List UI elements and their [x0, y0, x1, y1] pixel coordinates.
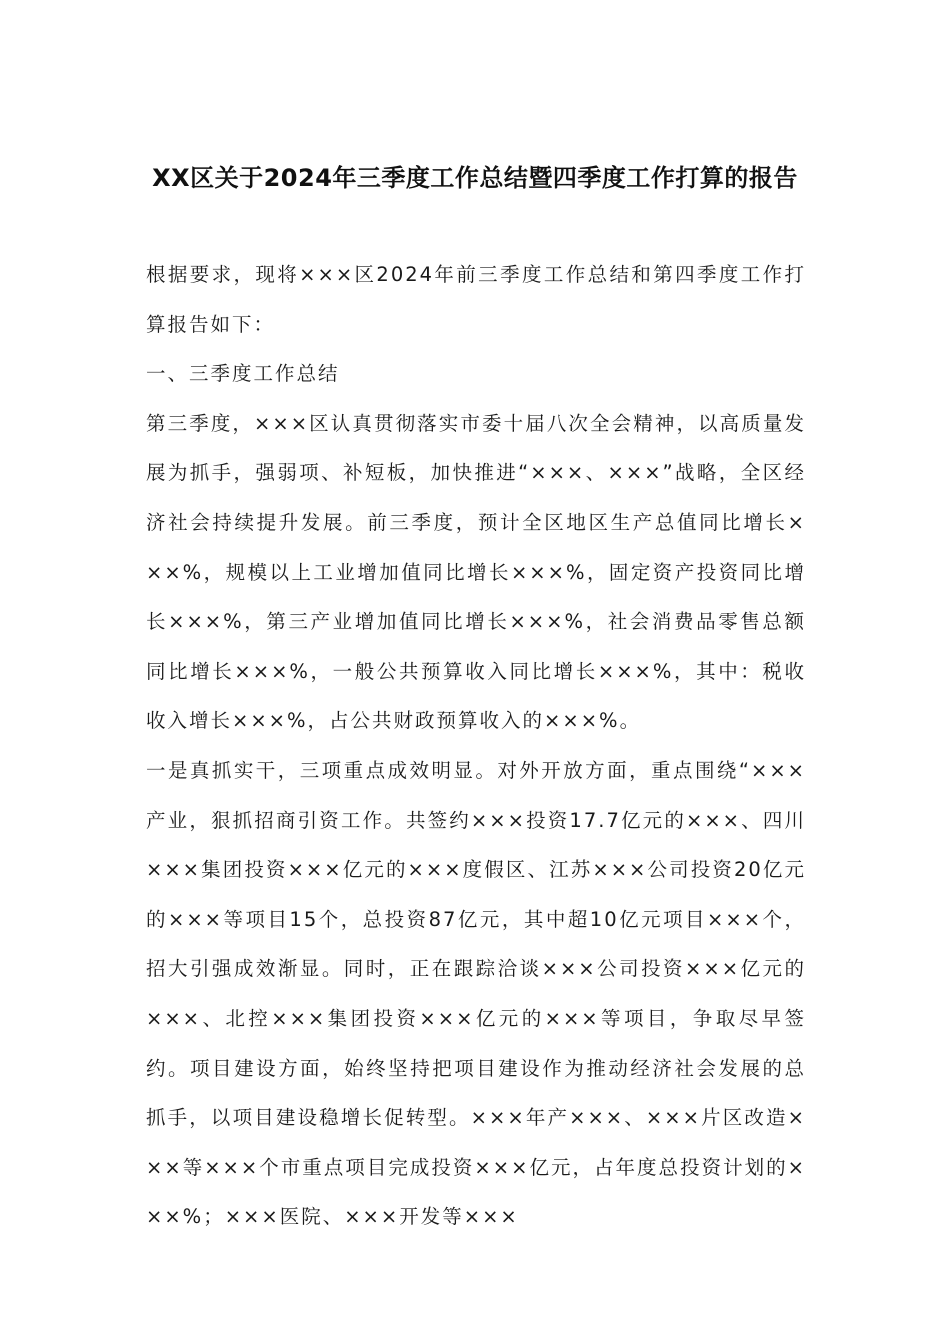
detail-paragraph: 一是真抓实干，三项重点成效明显。对外开放方面，重点围绕“×××产业，狠抓招商引资工作。共签约×××投资17.7亿元的×××、四川×××集团投资×××亿元的×××度假区、江苏×××公司投资20亿元的×××等项目15个，总投资87亿元，其中超10亿元项目×××个，招大引强成效渐显。同时，正在跟踪洽谈×××公司投资×××亿元的×××、北控×××集团投资×××亿元的×××等项目，争取尽早签约。项目建设方面，始终坚持把项目建设作为推动经济社会发展的总抓手，以项目建设稳增长促转型。×××年产×××、×××片区改造×××等×××个市重点项目完成投资×××亿元，占年度总投资计划的×××%；×××医院、×××开发等×××	[146, 758, 806, 1229]
intro-paragraph: 根据要求，现将×××区2024年前三季度工作总结和第四季度工作打算报告如下：	[146, 263, 806, 336]
document-title: XX区关于2024年三季度工作总结暨四季度工作打算的报告	[152, 164, 798, 192]
section-heading: 一、三季度工作总结	[146, 362, 340, 386]
summary-paragraph: 第三季度，×××区认真贯彻落实市委十届八次全会精神，以高质量发展为抓手，强弱项、补短板，加快推进“×××、×××”战略，全区经济社会持续提升发展。前三季度，预计全区地区生产总值同比增长×××%，规模以上工业增加值同比增长×××%，固定资产投资同比增长×××%，第三产业增加值同比增长×××%，社会消费品零售总额同比增长×××%，一般公共预算收入同比增长×××%，其中：税收收入增长×××%，占公共财政预算收入的×××%。	[146, 411, 806, 733]
document-body	[146, 250, 806, 1242]
